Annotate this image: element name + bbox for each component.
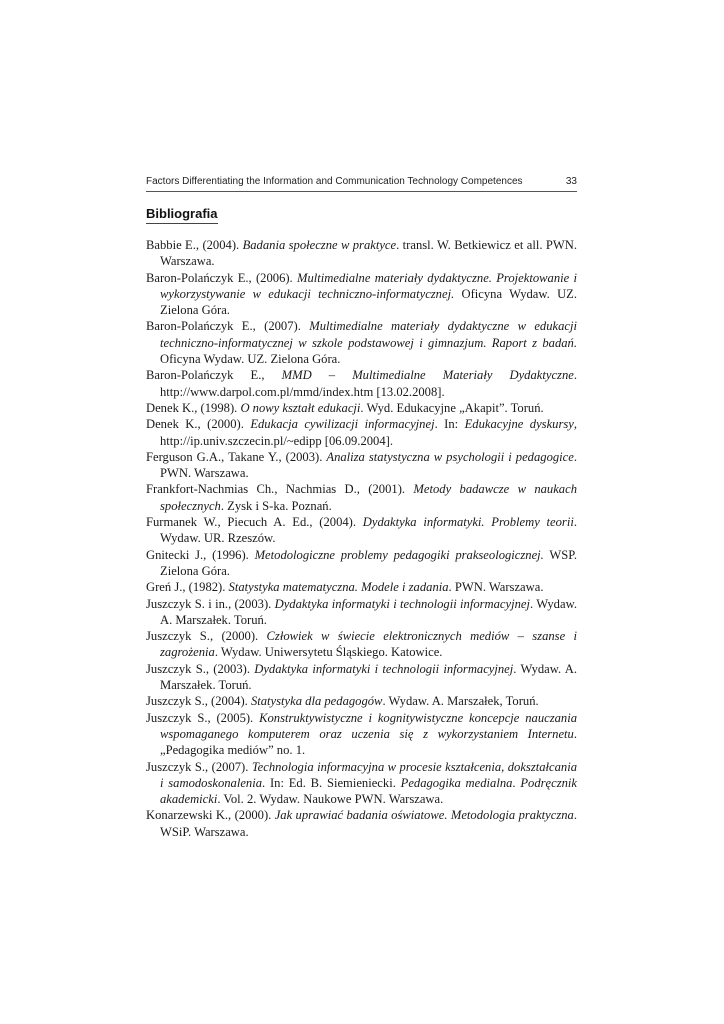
- entry-text: . „Pedagogika mediów” no. 1.: [160, 726, 577, 758]
- entry-title-italic: Dydaktyka informatyki i technologii informacyjnej: [254, 661, 514, 676]
- entry-title-italic: Metody badawcze w naukach społecznych: [160, 482, 577, 513]
- entry-text: . Vol. 2. Wydaw. Naukowe PWN. Warszawa.: [217, 792, 444, 807]
- entry-text: Juszczyk S., (2005).: [146, 710, 260, 725]
- page-number: 33: [565, 176, 577, 187]
- entry-title-italic: Multimedialne materiały dydaktyczne w edukacji techniczno-informatycznej w szkole podstawowej i gimnazjum. Raport z badań.: [160, 319, 577, 350]
- running-header: [146, 176, 577, 187]
- entry-text: . Wyd. Edukacyjne „Akapit”. Toruń.: [360, 400, 544, 415]
- entry-text: Juszczyk S., (2000).: [146, 629, 267, 644]
- entry-text: . Wydaw. A. Marszałek, Toruń.: [382, 694, 539, 709]
- bibliography-entry: [146, 416, 577, 449]
- bibliography-entry: [146, 759, 577, 808]
- entry-text: Juszczyk S., (2007).: [146, 759, 252, 774]
- entry-text: .: [512, 775, 521, 790]
- entry-text: . In:: [434, 417, 465, 432]
- bibliography-entry: [146, 449, 577, 482]
- entry-title-italic: Człowiek w świecie elektronicznych mediów – szanse i zagrożenia: [160, 629, 577, 660]
- header-divider: [146, 191, 577, 192]
- entry-text: Frankfort-Nachmias Ch., Nachmias D., (2001).: [146, 482, 414, 497]
- bibliography-entry: [146, 628, 577, 661]
- entry-text: Juszczyk S. i in., (2003).: [146, 596, 275, 611]
- entry-text: . WSiP. Warszawa.: [160, 808, 577, 839]
- entry-text: Oficyna Wydaw. UZ. Zielona Góra.: [160, 286, 577, 318]
- bibliography-entry: [146, 596, 577, 629]
- entry-text: Babbie E., (2004).: [146, 238, 243, 252]
- bibliography-entry: [146, 661, 577, 694]
- entry-text: . Wydaw. Uniwersytetu Śląskiego. Katowice.: [214, 645, 443, 660]
- entry-title-italic: Jak uprawiać badania oświatowe. Metodologia praktyczna: [274, 808, 574, 823]
- entry-title-italic: Badania społeczne w praktyce: [242, 238, 397, 252]
- entry-text: Gnitecki J., (1996).: [146, 547, 255, 562]
- entry-title-italic: Metodologiczne problemy pedagogiki prakseologicznej.: [254, 547, 544, 562]
- entry-text: Oficyna Wydaw. UZ. Zielona Góra.: [160, 352, 341, 367]
- entry-text: . PWN. Warszawa.: [160, 449, 577, 481]
- running-title: Factors Differentiating the Information and Communication Technology Competences: [146, 176, 523, 187]
- entry-text: . http://www.darpol.com.pl/mmd/index.htm [13.02.2008].: [160, 368, 577, 399]
- entry-text: Baron-Polańczyk E., (2007).: [146, 319, 310, 334]
- entry-text: Baron-Polańczyk E., (2006).: [146, 270, 297, 285]
- bibliography-entry: [146, 807, 577, 840]
- entry-title-italic: Statystyka dla pedagogów: [250, 694, 383, 709]
- entry-text: . PWN. Warszawa.: [448, 580, 544, 595]
- entry-text: Furmanek W., Piecuch A. Ed., (2004).: [146, 515, 363, 530]
- bibliography-entry: [146, 270, 577, 319]
- entry-text: Denek K., (1998).: [146, 400, 241, 415]
- entry-text: Konarzewski K., (2000).: [146, 808, 275, 823]
- bibliography-entry: [146, 547, 577, 580]
- entry-text: WSP. Zielona Góra.: [160, 547, 577, 578]
- entry-text: Denek K., (2000).: [146, 417, 251, 432]
- entry-text: . transl. W. Betkiewicz et all. PWN. Warszawa.: [160, 238, 577, 269]
- entry-title-italic: Statystyka matematyczna. Modele i zadania: [228, 580, 449, 595]
- entry-text: . In: Ed. B. Siemieniecki.: [262, 775, 401, 790]
- entry-title-italic: O nowy kształt edukacji: [240, 400, 361, 415]
- entry-text: Baron-Polańczyk E.,: [146, 368, 282, 383]
- entry-title-italic: Dydaktyka informatyki i technologii informacyjnej: [274, 596, 530, 611]
- bibliography-entry: [146, 579, 577, 595]
- entry-title-italic: Dydaktyka informatyki. Problemy teorii: [362, 515, 574, 530]
- section-title: Bibliografia: [146, 206, 218, 224]
- bibliography-entry: [146, 710, 577, 759]
- entry-text: , http://ip.univ.szczecin.pl/~edipp [06.09.2004].: [160, 417, 578, 448]
- entry-text: Greń J., (1982).: [146, 580, 229, 595]
- entry-title-italic: Edukacyjne dyskursy: [464, 417, 574, 432]
- bibliography-entry: [146, 367, 577, 400]
- bibliography-entry: [146, 237, 577, 270]
- entry-text: . Wydaw. UR. Rzeszów.: [160, 515, 577, 546]
- entry-title-italic: MMD – Multimedialne Materiały Dydaktyczne: [281, 368, 574, 383]
- entry-title-italic: Analiza statystyczna w psychologii i pedagogice: [326, 449, 574, 464]
- bibliography-entry: [146, 514, 577, 547]
- entry-text: . Wydaw. A. Marszałek. Toruń.: [160, 661, 577, 693]
- bibliography-entry: [146, 693, 577, 709]
- bibliography-entry: [146, 318, 577, 367]
- entry-title-italic: Edukacja cywilizacji informacyjnej: [250, 417, 435, 432]
- bibliography-entry: [146, 400, 577, 416]
- entry-text: . Wydaw. A. Marszałek. Toruń.: [160, 596, 577, 627]
- entry-title-italic: Podręcznik akademicki: [160, 775, 577, 807]
- entry-title-italic: Technologia informacyjna w procesie kształcenia, dokształcania i samodoskonalenia: [160, 759, 577, 790]
- entry-title-italic: Pedagogika medialna: [400, 775, 513, 790]
- bibliography-list: [146, 237, 577, 840]
- entry-text: Juszczyk S., (2004).: [146, 694, 251, 709]
- entry-text: . Zysk i S-ka. Poznań.: [220, 498, 332, 513]
- entry-title-italic: Multimedialne materiały dydaktyczne. Projektowanie i wykorzystywanie w edukacji techniczno-informatycznej.: [160, 270, 577, 301]
- entry-text: Juszczyk S., (2003).: [146, 661, 255, 676]
- bibliography-entry: [146, 481, 577, 514]
- entry-text: Ferguson G.A., Takane Y., (2003).: [146, 449, 327, 464]
- entry-title-italic: Konstruktywistyczne i kognitywistyczne koncepcje nauczania wspomaganego komputerem oraz uczenia się z wykorzystaniem Internetu: [160, 710, 577, 741]
